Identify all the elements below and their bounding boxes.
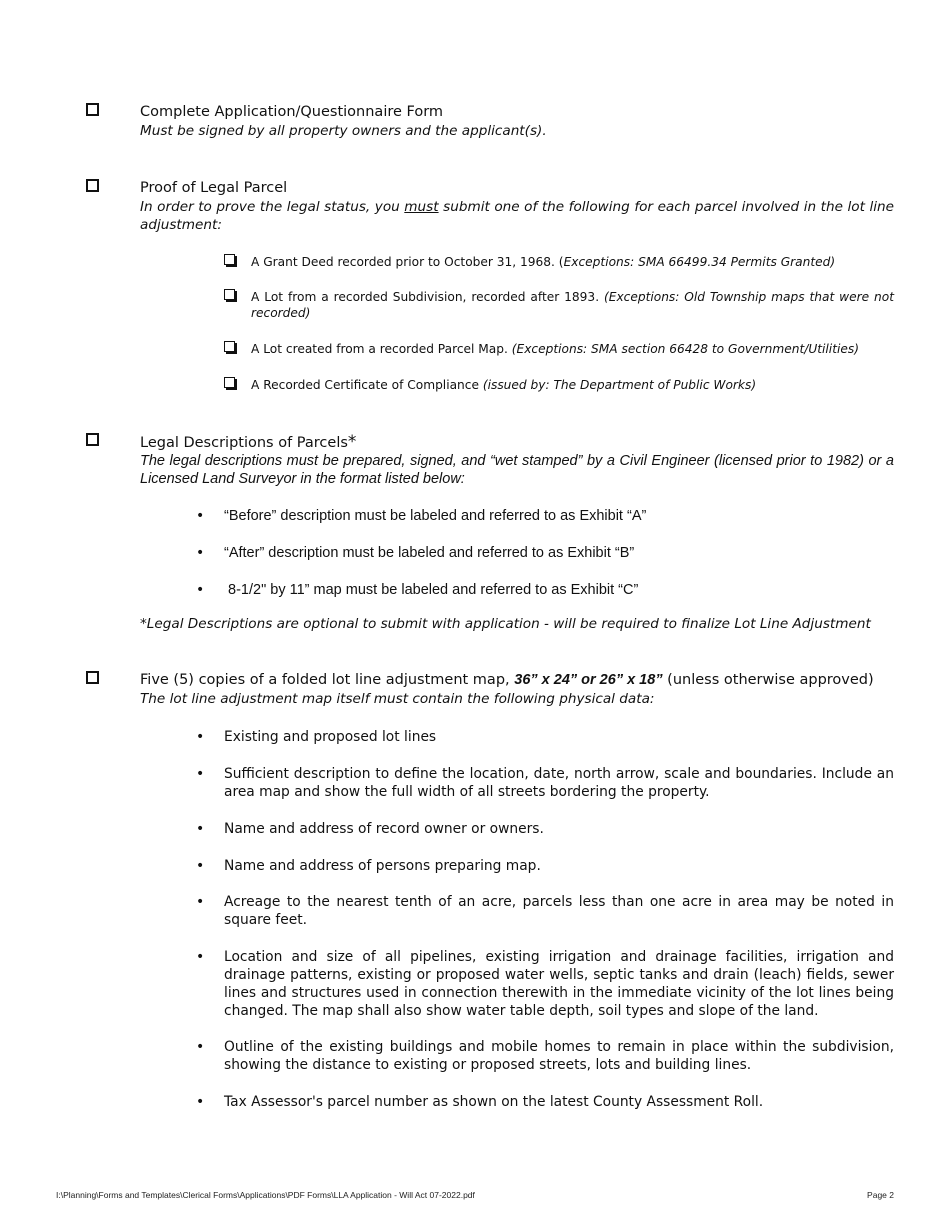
bullet-icon: •	[196, 949, 205, 965]
bullet-icon: •	[196, 1039, 205, 1055]
grant-deed-text: A Grant Deed recorded prior to October 31, 1968. (	[251, 255, 564, 269]
parcel-map-lot-exception: (Exceptions: SMA section 66428 to Government/Utilities)	[511, 342, 859, 356]
exhibit-a-item: “Before” description must be labeled and referred to as Exhibit “A”	[224, 508, 647, 524]
bullet-icon: •	[196, 821, 205, 837]
certificate-compliance-issuer: (issued by: The Department of Public Works)	[482, 378, 757, 392]
subdivision-lot-option	[251, 289, 894, 321]
legal-descriptions-description: The legal descriptions must be prepared, signed, and “wet stamped” by a Civil Engineer (licensed prior to 1982) or a Licensed Land Surveyor in the format listed below:	[140, 453, 894, 487]
note-asterisk: *	[140, 616, 147, 632]
bullet-icon: •	[196, 894, 205, 910]
map-item-lot-lines: Existing and proposed lot lines	[224, 729, 437, 745]
lla-map-description: The lot line adjustment map itself must contain the following physical data:	[140, 691, 655, 707]
application-form-heading: Complete Application/Questionnaire Form	[140, 104, 444, 120]
map-item-parcel-number: Tax Assessor's parcel number as shown on the latest County Assessment Roll.	[224, 1094, 764, 1110]
bullet-icon: •	[196, 545, 205, 561]
grant-deed-option	[251, 254, 894, 270]
lla-map-heading	[140, 671, 874, 689]
subdivision-lot-text: A Lot from a recorded Subdivision, recorded after 1893.	[251, 290, 604, 304]
legal-parcel-description-must: must	[404, 199, 439, 215]
bullet-icon: •	[196, 729, 205, 745]
note-text: Legal Descriptions are optional to submit with application - will be required to finalize Lot Line Adjustment	[146, 616, 871, 632]
legal-descriptions-asterisk: *	[347, 432, 357, 452]
map-item-preparer: Name and address of persons preparing map.	[224, 858, 541, 874]
certificate-compliance-option	[251, 377, 894, 393]
legal-parcel-description-end: submit one of the following for each parcel involved in the lot line adjustment:	[140, 199, 894, 233]
legal-parcel-checkbox[interactable]	[86, 179, 99, 192]
exhibit-b-item: “After” description must be labeled and referred to as Exhibit “B”	[224, 545, 635, 561]
map-item-description: Sufficient description to define the location, date, north arrow, scale and boundaries. Include an area map and show the full width of all streets bordering the property.	[224, 766, 894, 800]
footer-file-path: I:\Planning\Forms and Templates\Clerical Forms\Applications\PDF Forms\LLA Application - Will Act 07-2022.pdf	[56, 1190, 475, 1200]
lla-map-checkbox[interactable]	[86, 671, 99, 684]
map-item-acreage: Acreage to the nearest tenth of an acre, parcels less than one acre in area may be noted in square feet.	[224, 894, 894, 928]
grant-deed-checkbox[interactable]	[224, 254, 235, 265]
legal-descriptions-heading	[140, 433, 356, 452]
bullet-icon: •	[196, 766, 205, 782]
legal-descriptions-note	[140, 615, 871, 633]
map-item-pipelines: Location and size of all pipelines, existing irrigation and drainage facilities, irrigation and drainage patterns, existing or proposed water wells, septic tanks and drain (leach) fields, sewer lines and structures used in connection therewith in the immediate vicinity of the lot lines being changed. The map shall also show water table depth, soil types and slope of the land.	[224, 949, 894, 1019]
subdivision-lot-exception: (Exceptions: Old Township maps that were not recorded)	[251, 290, 894, 320]
map-item-buildings: Outline of the existing buildings and mobile homes to remain in place within the subdivision, showing the distance to existing or proposed streets, lots and building lines.	[224, 1039, 894, 1073]
legal-parcel-heading: Proof of Legal Parcel	[140, 180, 288, 196]
parcel-map-lot-text: A Lot created from a recorded Parcel Map.	[251, 342, 512, 356]
application-form-checkbox[interactable]	[86, 103, 99, 116]
lla-map-heading-note: (unless otherwise approved)	[662, 672, 874, 688]
map-item-owner: Name and address of record owner or owners.	[224, 821, 544, 837]
bullet-icon: •	[196, 508, 205, 524]
application-form-description: Must be signed by all property owners and the applicant(s).	[140, 123, 547, 139]
legal-descriptions-heading-text: Legal Descriptions of Parcels	[140, 435, 348, 451]
bullet-icon: •	[196, 858, 205, 874]
legal-parcel-description-start: In order to prove the legal status, you	[140, 199, 405, 215]
bullet-icon: •	[196, 1094, 205, 1110]
footer-page-number: Page 2	[867, 1190, 894, 1200]
parcel-map-lot-checkbox[interactable]	[224, 341, 235, 352]
bullet-icon: •	[196, 582, 205, 598]
lla-map-sizes: 36” x 24” or 26” x 18”	[514, 672, 663, 688]
certificate-compliance-text: A Recorded Certificate of Compliance	[251, 378, 483, 392]
subdivision-lot-checkbox[interactable]	[224, 289, 235, 300]
lla-map-heading-text: Five (5) copies of a folded lot line adjustment map,	[140, 672, 515, 688]
legal-descriptions-checkbox[interactable]	[86, 433, 99, 446]
legal-parcel-description	[140, 198, 894, 234]
parcel-map-lot-option	[251, 341, 894, 357]
grant-deed-exception: Exceptions: SMA 66499.34 Permits Granted)	[563, 255, 836, 269]
exhibit-c-item: 8-1/2" by 11” map must be labeled and referred to as Exhibit “C”	[224, 582, 639, 598]
certificate-compliance-checkbox[interactable]	[224, 377, 235, 388]
